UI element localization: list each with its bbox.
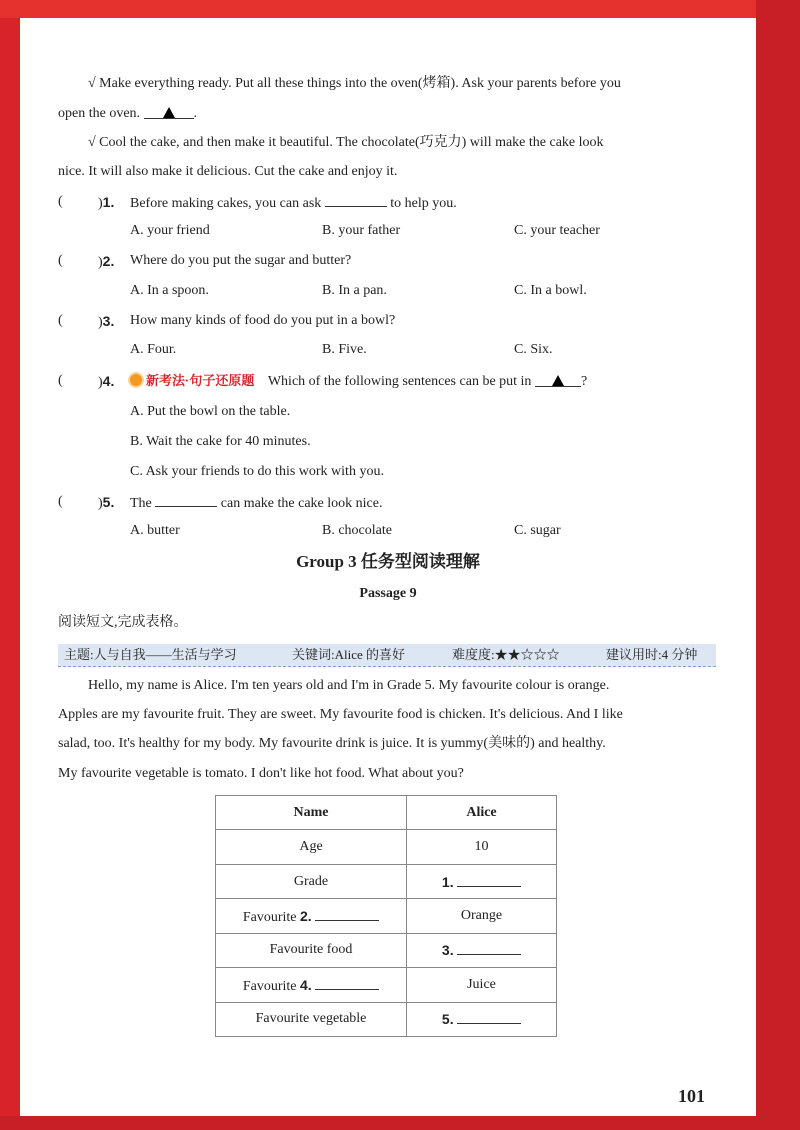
passage-line-1: Hello, my name is Alice. I'm ten years old and I'm in Grade 5. My favourite colour is orange. bbox=[88, 678, 610, 693]
q5-option-a[interactable]: A. butter bbox=[130, 523, 180, 538]
q5-paren-close: ) bbox=[98, 496, 103, 511]
q3-paren-open: ( bbox=[58, 313, 63, 328]
q1-text-before: Before making cakes, you can ask bbox=[130, 196, 322, 211]
q1-answer-box[interactable] bbox=[98, 192, 114, 214]
info-table bbox=[215, 795, 557, 1037]
step3-line1: √ Make everything ready. Put all these things into the oven(烤箱). Ask your parents before you bbox=[88, 76, 621, 91]
q5-paren-open: ( bbox=[58, 494, 63, 509]
q3-answer-box[interactable] bbox=[98, 311, 114, 333]
step3-line2 bbox=[58, 104, 197, 124]
page-edge-bottom bbox=[0, 1116, 800, 1130]
triangle-icon bbox=[552, 375, 564, 386]
q2-option-c[interactable]: C. In a bowl. bbox=[514, 283, 587, 298]
q3-option-a[interactable]: A. Four. bbox=[130, 342, 177, 357]
q1-option-c[interactable]: C. your teacher bbox=[514, 223, 600, 238]
q3-paren-close: ) bbox=[98, 315, 103, 330]
q2-number: 2. bbox=[102, 253, 115, 269]
q5-number: 5. bbox=[102, 494, 115, 510]
q2-paren-close: ) bbox=[98, 255, 103, 270]
step4-line2: nice. It will also make it delicious. Cut the cake and enjoy it. bbox=[58, 164, 398, 179]
page-number: 101 bbox=[678, 1086, 705, 1106]
table-cell-answer-2[interactable] bbox=[216, 899, 407, 933]
q4-text bbox=[130, 371, 587, 392]
table-row bbox=[216, 933, 557, 967]
triangle-icon bbox=[163, 107, 175, 118]
q4-number: 4. bbox=[102, 373, 115, 389]
q2-paren-open: ( bbox=[58, 253, 63, 268]
passage-line-2: Apples are my favourite fruit. They are sweet. My favourite food is chicken. It's delicious. And I like bbox=[58, 707, 623, 722]
table-row bbox=[216, 796, 557, 830]
info-theme: 主题:人与自我——生活与学习 bbox=[64, 647, 237, 662]
q1-option-a[interactable]: A. your friend bbox=[130, 223, 210, 238]
q3-option-b[interactable]: B. Five. bbox=[322, 342, 367, 357]
q4-question-end: ? bbox=[580, 374, 588, 389]
table-header-alice: Alice bbox=[407, 796, 557, 830]
table-header-name: Name bbox=[216, 796, 407, 830]
q5-answer-box[interactable] bbox=[98, 492, 114, 514]
table-cell-answer-3[interactable] bbox=[407, 933, 557, 967]
table-cell-answer-1[interactable] bbox=[407, 864, 557, 898]
passage-line-3: salad, too. It's healthy for my body. My favourite drink is juice. It is yummy(美味的) and healthy. bbox=[58, 736, 606, 751]
q4-option-c[interactable]: C. Ask your friends to do this work with you. bbox=[130, 464, 384, 479]
answer-blank-3[interactable] bbox=[457, 940, 521, 955]
q5-text bbox=[130, 492, 382, 514]
table-cell: 10 bbox=[407, 830, 557, 864]
table-cell: Juice bbox=[407, 968, 557, 1002]
q4-option-a[interactable]: A. Put the bowl on the table. bbox=[130, 404, 291, 419]
answer-blank-1[interactable] bbox=[457, 872, 521, 887]
answer-number-1: 1. bbox=[441, 873, 454, 890]
info-difficulty: 难度度:★★☆☆☆ bbox=[452, 647, 560, 662]
table-cell: Favourite vegetable bbox=[216, 1002, 407, 1036]
q5-blank[interactable] bbox=[155, 492, 217, 507]
q2-option-a[interactable]: A. In a spoon. bbox=[130, 283, 209, 298]
q4-answer-box[interactable] bbox=[98, 371, 114, 393]
passage-line-4: My favourite vegetable is tomato. I don't like hot food. What about you? bbox=[58, 766, 464, 781]
answer-number-3: 3. bbox=[441, 942, 454, 959]
table-row bbox=[216, 830, 557, 864]
q2-answer-box[interactable] bbox=[98, 251, 114, 273]
q2-option-b[interactable]: B. In a pan. bbox=[322, 283, 387, 298]
q5-option-c[interactable]: C. sugar bbox=[514, 523, 561, 538]
answer-number-4: 4. bbox=[299, 976, 312, 993]
info-keyword: 关键词:Alice 的喜好 bbox=[292, 647, 406, 662]
page-edge-top bbox=[0, 0, 800, 18]
answer-blank-4[interactable] bbox=[315, 975, 379, 990]
answer-blank-5[interactable] bbox=[457, 1009, 521, 1024]
info-bar bbox=[58, 644, 716, 667]
table-row bbox=[216, 968, 557, 1002]
table-cell: Grade bbox=[216, 864, 407, 898]
table-row bbox=[216, 1002, 557, 1036]
table-cell-answer-5[interactable] bbox=[407, 1002, 557, 1036]
cell-label: Favourite bbox=[242, 909, 297, 925]
table-cell: Orange bbox=[407, 899, 557, 933]
q5-text-after: can make the cake look nice. bbox=[220, 496, 383, 511]
step4-line1: √ Cool the cake, and then make it beautiful. The chocolate(巧克力) will make the cake look bbox=[88, 135, 604, 150]
step3-line2-prefix: open the oven. bbox=[58, 106, 141, 121]
q5-option-b[interactable]: B. chocolate bbox=[322, 523, 392, 538]
info-time: 建议用时:4 分钟 bbox=[606, 647, 698, 662]
table-cell: Favourite food bbox=[216, 933, 407, 967]
table-cell-answer-4[interactable] bbox=[216, 968, 407, 1002]
q5-text-before: The bbox=[130, 496, 152, 511]
instruction: 阅读短文,完成表格。 bbox=[58, 615, 188, 630]
q4-blank[interactable] bbox=[535, 372, 581, 387]
passage-title: Passage 9 bbox=[359, 586, 417, 601]
q1-paren-open: ( bbox=[58, 194, 63, 209]
answer-number-5: 5. bbox=[441, 1011, 454, 1028]
q3-text: How many kinds of food do you put in a bowl? bbox=[130, 313, 396, 328]
answer-blank-triangle[interactable] bbox=[144, 104, 194, 119]
q2-text: Where do you put the sugar and butter? bbox=[130, 253, 352, 268]
lightbulb-icon bbox=[130, 374, 142, 386]
answer-blank-2[interactable] bbox=[315, 906, 379, 921]
q1-text bbox=[130, 192, 457, 214]
table-cell: Age bbox=[216, 830, 407, 864]
q3-option-c[interactable]: C. Six. bbox=[514, 342, 553, 357]
q4-paren-close: ) bbox=[98, 375, 103, 390]
q4-question: Which of the following sentences can be put in bbox=[267, 374, 532, 389]
q1-option-b[interactable]: B. your father bbox=[322, 223, 401, 238]
answer-number-2: 2. bbox=[299, 907, 312, 924]
q3-number: 3. bbox=[102, 313, 115, 329]
q4-option-b[interactable]: B. Wait the cake for 40 minutes. bbox=[130, 434, 311, 449]
q1-blank[interactable] bbox=[325, 192, 387, 207]
step3-line2-suffix: . bbox=[193, 106, 198, 121]
q1-paren-close: ) bbox=[98, 196, 103, 211]
section-title: Group 3 任务型阅读理解 bbox=[296, 552, 480, 571]
q1-text-after: to help you. bbox=[390, 196, 457, 211]
q4-tag: 新考法·句子还原题 bbox=[146, 373, 255, 388]
table-row bbox=[216, 864, 557, 898]
table-row bbox=[216, 899, 557, 933]
q4-paren-open: ( bbox=[58, 373, 63, 388]
q1-number: 1. bbox=[102, 194, 115, 210]
cell-label: Favourite bbox=[242, 978, 297, 994]
